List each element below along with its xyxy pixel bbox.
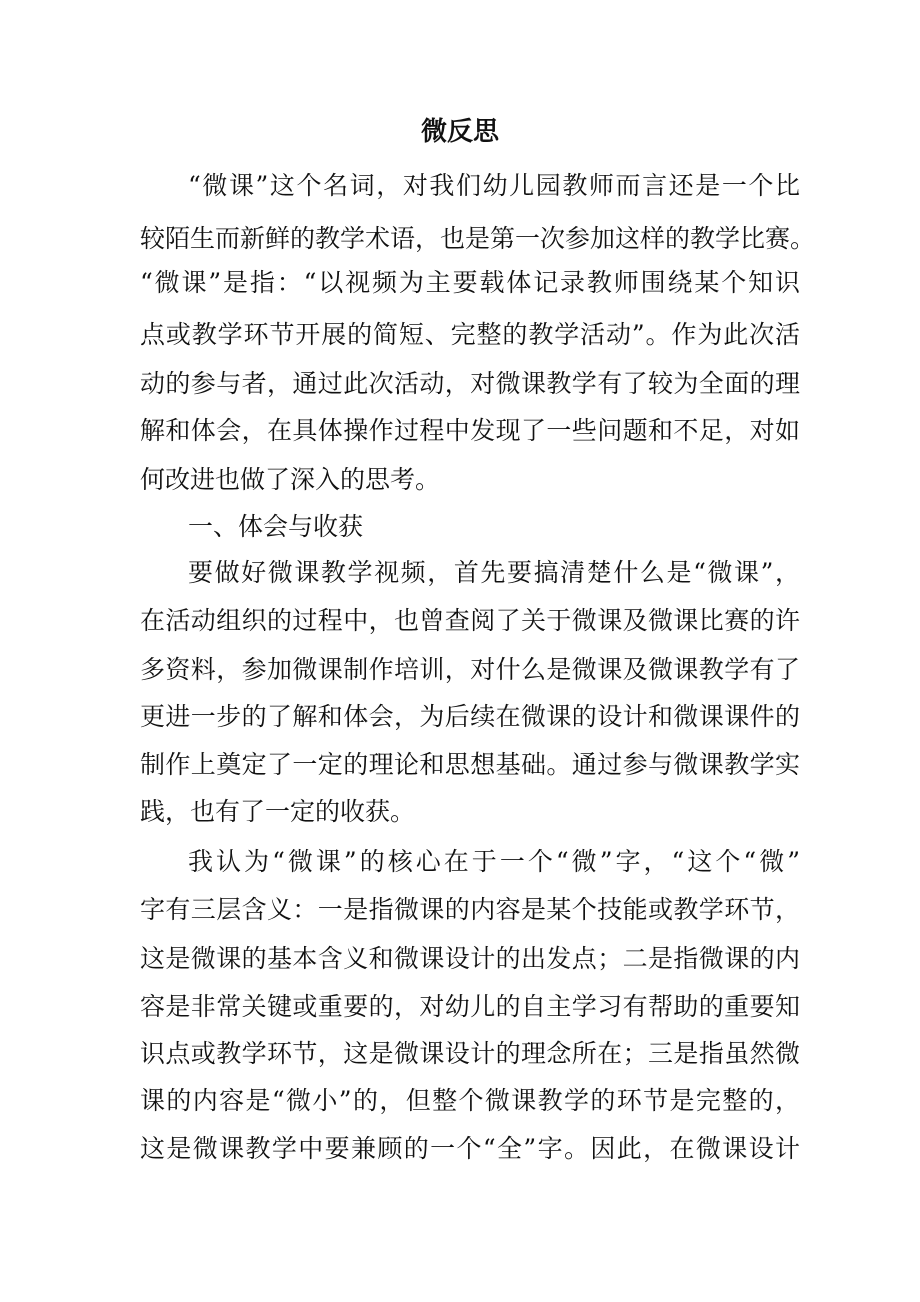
paragraph-1-line-3: “微课”是指：“以视频为主要载体记录教师围绕某个知识	[140, 268, 800, 297]
paragraph-1-line-6: 解和体会，在具体操作过程中发现了一些问题和不足，对如	[140, 416, 800, 445]
paragraph-1-line-5: 动的参与者，通过此次活动，对微课教学有了较为全面的理	[140, 369, 800, 398]
paragraph-1-line-4: 点或教学环节开展的简短、完整的教学活动”。作为此次活	[140, 320, 800, 349]
paragraph-3-line-6: 课的内容是“微小”的，但整个微课教学的环节是完整的，	[140, 1086, 800, 1115]
section-heading: 一、体会与收获	[188, 512, 364, 541]
paragraph-1-line-2: 较陌生而新鲜的教学术语，也是第一次参加这样的教学比赛。	[140, 224, 816, 253]
paragraph-1-line-1: “微课”这个名词，对我们幼儿园教师而言还是一个比	[188, 171, 800, 200]
paragraph-2-line-3: 多资料，参加微课制作培训，对什么是微课及微课教学有了	[140, 655, 800, 684]
paragraph-3-line-5: 识点或教学环节，这是微课设计的理念所在；三是指虽然微	[140, 1039, 800, 1068]
paragraph-3-line-7: 这是微课教学中要兼顾的一个“全”字。因此，在微课设计	[140, 1134, 800, 1163]
paragraph-2-line-1: 要做好微课教学视频，首先要搞清楚什么是“微课”，	[188, 558, 800, 587]
paragraph-2-line-6: 践，也有了一定的收获。	[140, 797, 416, 826]
paragraph-2-line-4: 更进一步的了解和体会，为后续在微课的设计和微课课件的	[140, 702, 800, 731]
paragraph-1-line-7: 何改进也做了深入的思考。	[140, 465, 441, 494]
paragraph-3-line-3: 这是微课的基本含义和微课设计的出发点；二是指微课的内	[140, 944, 800, 973]
paragraph-3-line-2: 字有三层含义：一是指微课的内容是某个技能或教学环节，	[140, 895, 800, 924]
document-title: 微反思	[420, 117, 499, 147]
paragraph-3-line-1: 我认为“微课”的核心在于一个“微”字，“这个“微”	[188, 847, 800, 876]
paragraph-3-line-4: 容是非常关键或重要的，对幼儿的自主学习有帮助的重要知	[140, 992, 800, 1021]
paragraph-2-line-5: 制作上奠定了一定的理论和思想基础。通过参与微课教学实	[140, 750, 800, 779]
paragraph-2-line-2: 在活动组织的过程中，也曾查阅了关于微课及微课比赛的许	[140, 606, 800, 635]
